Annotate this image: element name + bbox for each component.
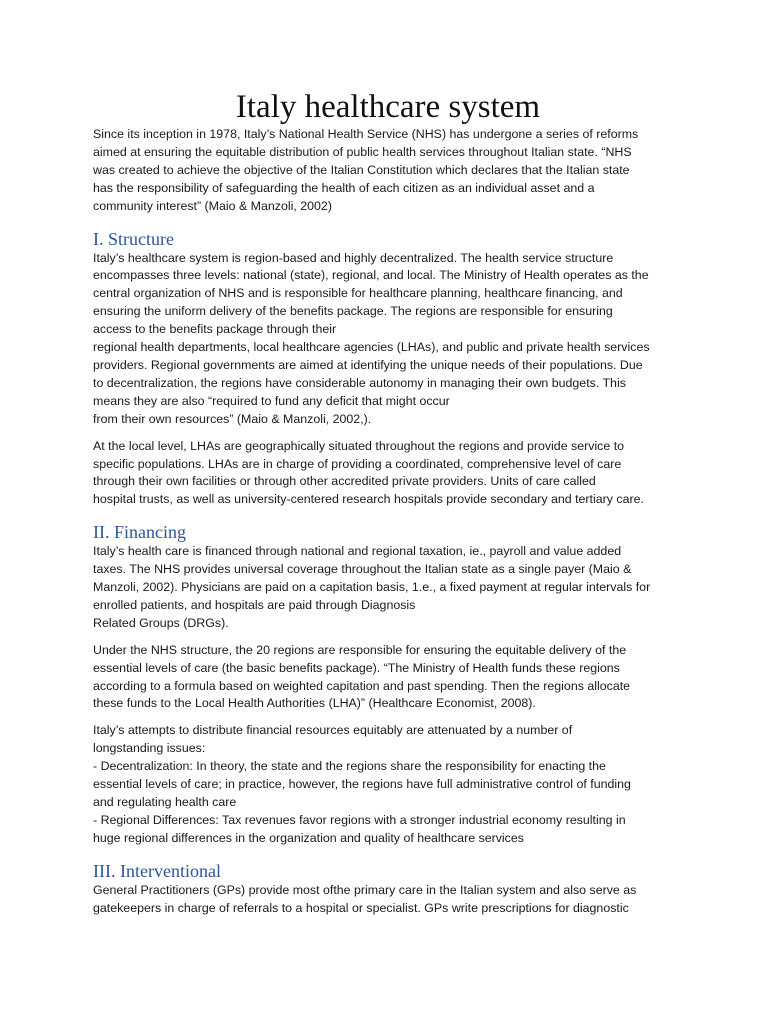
text-line: encompasses three levels: national (state), regional, and local. The Ministry of Health operates as the <box>93 268 649 283</box>
document-title: Italy healthcare system <box>235 89 541 125</box>
text-line: has the responsibility of safeguarding the health of each citizen as an individual asset and a <box>93 180 595 195</box>
text-line: Manzoli, 2002). Physicians are paid on a capitation basis, 1.e., a fixed payment at regular intervals for <box>93 580 651 595</box>
section-heading-structure: I. Structure <box>93 228 174 249</box>
text-line: taxes. The NHS provides universal coverage throughout the Italian state as a single payer (Maio & <box>93 562 632 577</box>
text-line: was created to achieve the objective of the Italian Constitution which declares that the Italian state <box>93 162 630 177</box>
text-line: Under the NHS structure, the 20 regions are responsible for ensuring the equitable delivery of the <box>93 642 627 657</box>
text-line: these funds to the Local Health Authorities (LHA)” (Healthcare Economist, 2008). <box>93 696 536 711</box>
financing-paragraph-2 <box>93 642 683 714</box>
text-line: from their own resources” (Maio & Manzoli, 2002,). <box>93 411 372 426</box>
text-line: enrolled patients, and hospitals are paid through Diagnosis <box>93 597 416 612</box>
text-line: aimed at ensuring the equitable distribution of public health services throughout Italian state. “NHS <box>93 144 632 159</box>
text-line: hospital trusts, as well as university-centered research hospitals provide secondary and tertiary care. <box>93 492 644 507</box>
text-line: huge regional differences in the organization and quality of healthcare services <box>93 830 524 845</box>
text-line: - Regional Differences: Tax revenues favor regions with a stronger industrial economy resulting in <box>93 812 626 827</box>
text-line: community interest” (Maio & Manzoli, 2002) <box>93 198 332 213</box>
intro-paragraph <box>93 126 683 216</box>
text-line: means they are also “required to fund any deficit that might occur <box>93 393 450 408</box>
text-line: providers. Regional governments are aimed at identifying the unique needs of their populations. Due <box>93 357 643 372</box>
text-line: Italy’s attempts to distribute financial resources equitably are attenuated by a number of <box>93 723 573 738</box>
text-line: to decentralization, the regions have considerable autonomy in managing their own budgets. This <box>93 375 626 390</box>
text-line: General Practitioners (GPs) provide most ofthe primary care in the Italian system and also serve as <box>93 882 637 897</box>
section-heading-financing: II. Financing <box>93 522 186 543</box>
text-line: essential levels of care (the basic benefits package). “The Ministry of Health funds these regions <box>93 660 620 675</box>
text-line: and regulating health care <box>93 795 237 809</box>
text-line: - Decentralization: In theory, the state and the regions share the responsibility for enacting the <box>93 759 606 774</box>
interventional-paragraph-1 <box>93 882 683 918</box>
text-line: through their own facilities or through other accredited private providers. Units of care called <box>93 474 596 489</box>
financing-paragraph-1 <box>93 543 683 633</box>
text-line: regional health departments, local healthcare agencies (LHAs), and public and private health services <box>93 340 650 355</box>
text-line: Italy’s healthcare system is region-based and highly decentralized. The health service structure <box>93 250 614 265</box>
text-line: Italy’s health care is financed through national and regional taxation, ie., payroll and value added <box>93 544 622 559</box>
text-line: access to the benefits package through their <box>93 322 337 337</box>
financing-paragraph-3 <box>93 722 683 847</box>
structure-paragraph-1 <box>93 250 683 429</box>
text-line: Related Groups (DRGs). <box>93 615 229 630</box>
text-line: central organization of NHS and is responsible for healthcare planning, healthcare financing, and <box>93 286 623 301</box>
section-heading-interventional: III. Interventional <box>93 860 221 881</box>
text-line: longstanding issues: <box>93 741 206 756</box>
text-line: according to a formula based on weighted capitation and past spending. Then the regions allocate <box>93 678 631 693</box>
text-line: ensuring the uniform delivery of the benefits package. The regions are responsible for ensuring <box>93 304 613 319</box>
document-body <box>93 88 683 918</box>
text-line: essential levels of care; in practice, however, the regions have full administrative control of funding <box>93 777 631 792</box>
text-line: Since its inception in 1978, Italy’s National Health Service (NHS) has undergone a series of reforms <box>93 127 639 141</box>
text-line: gatekeepers in charge of referrals to a hospital or specialist. GPs write prescriptions for diagnostic <box>93 900 629 915</box>
text-line: specific populations. LHAs are in charge of providing a coordinated, comprehensive level of care <box>93 456 622 471</box>
structure-paragraph-2 <box>93 438 683 510</box>
text-line: At the local level, LHAs are geographically situated throughout the regions and provide service to <box>93 438 625 453</box>
